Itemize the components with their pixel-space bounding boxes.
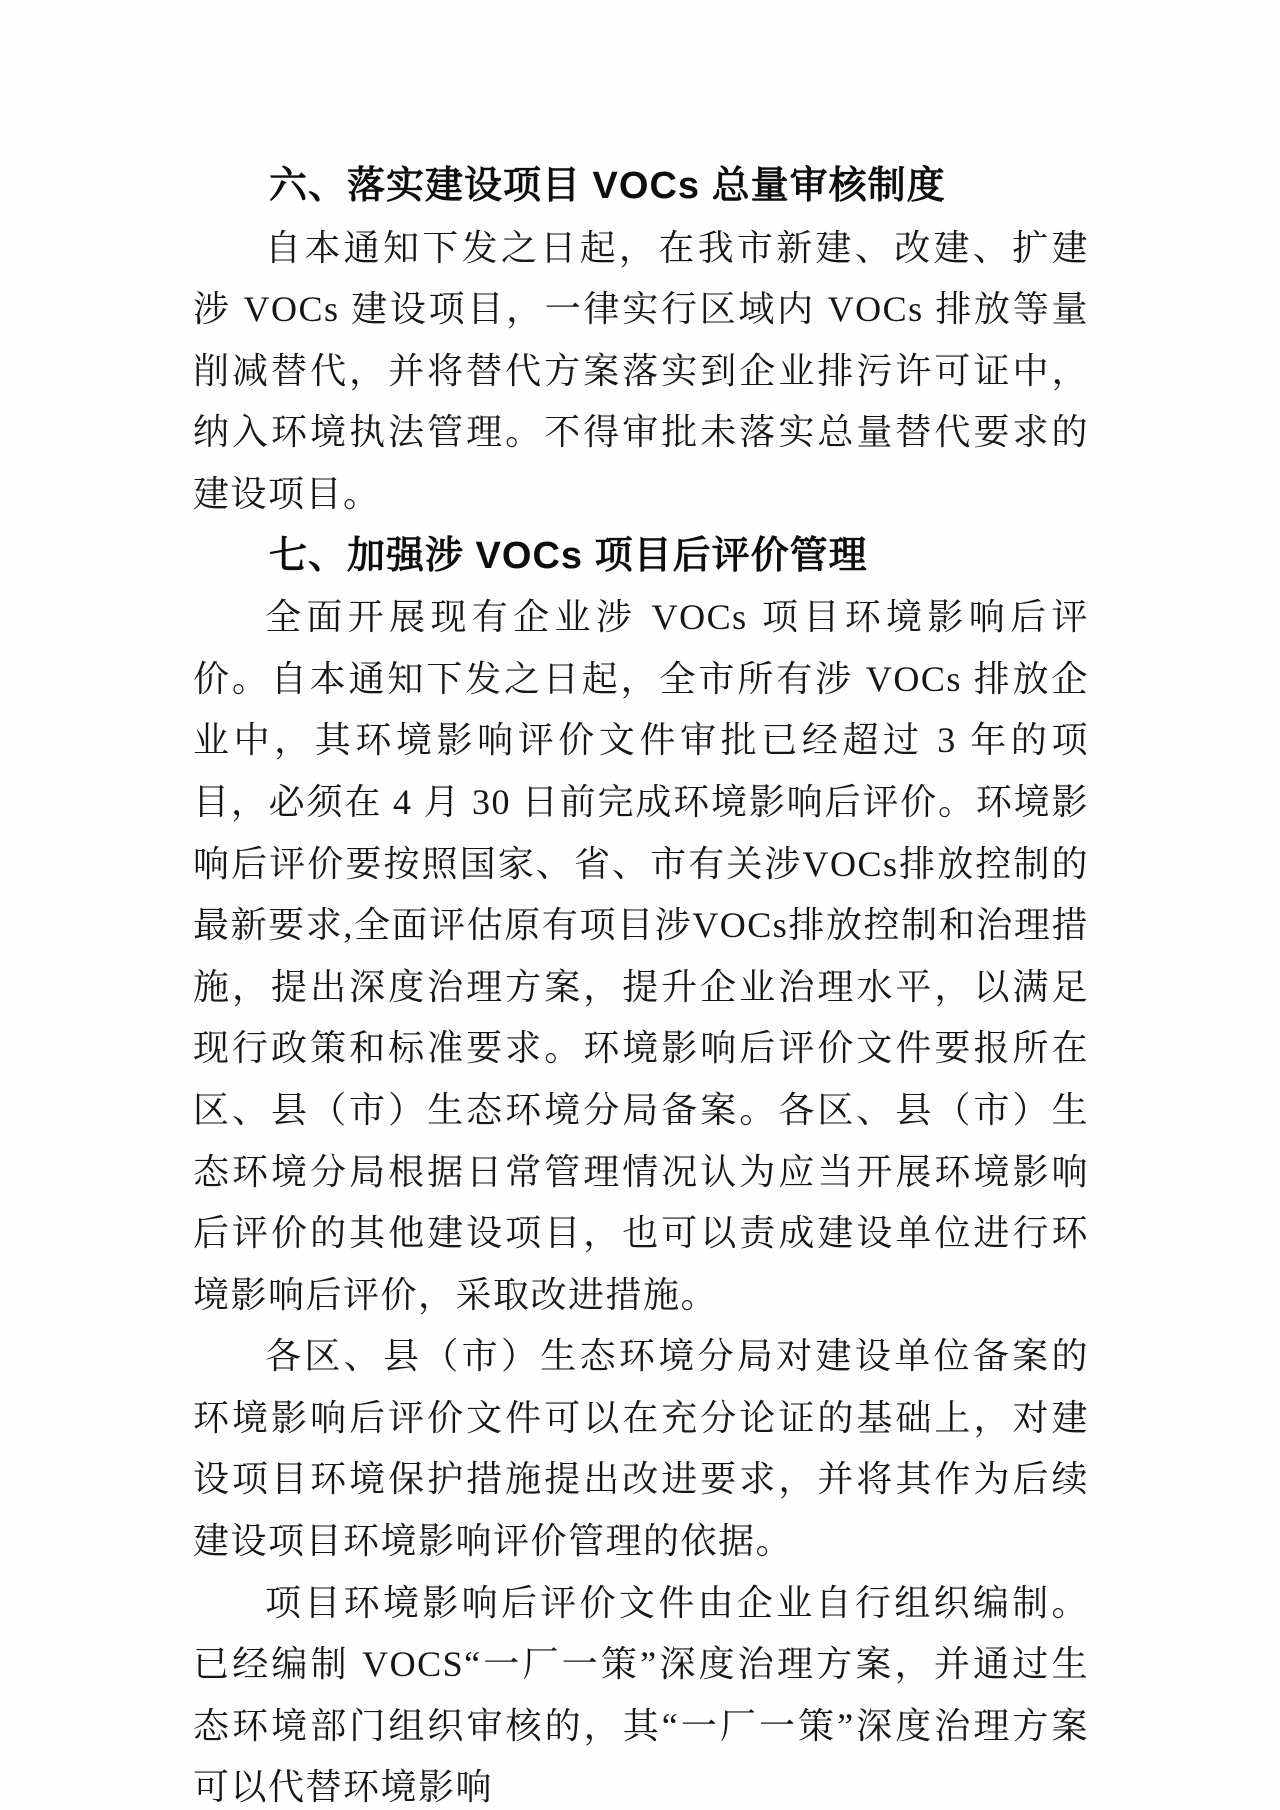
paragraph-section-seven-3: 项目环境影响后评价文件由企业自行组织编制。已经编制 VOCS“一厂一策”深度治理方案，并通过生态环境部门组织审核的，其“一厂一策”深度治理方案可以代替环境影响 [193,1582,1089,1808]
document-content [193,156,1089,1810]
paragraph-section-six: 自本通知下发之日起，在我市新建、改建、扩建涉 VOCs 建设项目，一律实行区域内 VOCs 排放等量削减替代，并将替代方案落实到企业排污许可证中，纳入环境执法管理。不得审批未落实总量替代要求的建设项目。 [193,227,1089,514]
paragraph-section-seven-2: 各区、县（市）生态环境分局对建设单位备案的环境影响后评价文件可以在充分论证的基础上，对建设项目环境保护措施提出改进要求，并将其作为后续建设项目环境影响评价管理的依据。 [193,1336,1089,1562]
heading-section-six: 六、落实建设项目 VOCs 总量审核制度 [269,165,946,207]
heading-section-seven: 七、加强涉 VOCs 项目后评价管理 [269,534,868,577]
paragraph-section-seven-1: 全面开展现有企业涉 VOCs 项目环境影响后评价。自本通知下发之日起，全市所有涉 VOCs 排放企业中，其环境影响评价文件审批已经超过 3 年的项目，必须在 4 月 30 日前完成环境影响后评价。环境影响后评价要按照国家、省、市有关涉VOCs排放控制的最新要求,全面评估原有项目涉VOCs排放控制和治理措施，提出深度治理方案，提升企业治理水平，以满足现行政策和标准要求。环境影响后评价文件要报所在区、县（市）生态环境分局备案。各区、县（市）生态环境分局根据日常管理情况认为应当开展环境影响后评价的其他建设项目，也可以责成建设单位进行环境影响后评价，采取改进措施。 [193,597,1089,1315]
